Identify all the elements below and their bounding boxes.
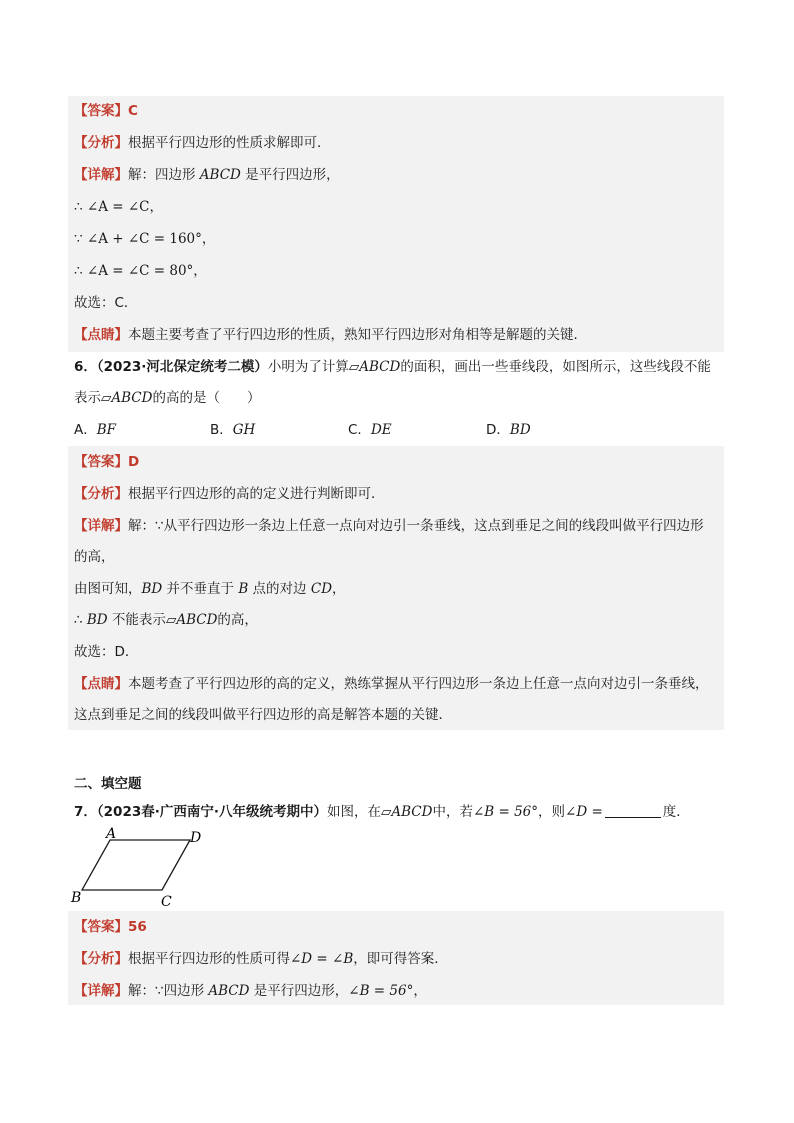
detail-text: 点的对边 xyxy=(248,581,311,597)
question-source: （2023春·广西南宁·八年级统考期中） xyxy=(96,804,327,820)
parallelogram-figure xyxy=(68,826,218,910)
detail-tag: 【详解】 xyxy=(74,983,128,999)
q6-detail-line-4 xyxy=(74,610,724,630)
q6-detail-line-3 xyxy=(74,579,724,599)
q6-stem-line-2 xyxy=(74,388,724,408)
q6-comment-line-2: 这点到垂足之间的线段叫做平行四边形的高是解答本题的关键． xyxy=(74,707,452,723)
math-angle-b: ∠B = 56° xyxy=(348,983,414,999)
q5-detail-line-3: ∵ ∠A + ∠C = 160°， xyxy=(74,231,216,247)
math-abcd: ABCD xyxy=(208,983,250,999)
q6-comment-line-1 xyxy=(74,674,724,694)
option-text: GH xyxy=(232,422,256,438)
math-cd: CD xyxy=(310,581,333,597)
therefore-symbol: ∴ xyxy=(74,612,87,628)
math-parallelogram: ▱ABCD xyxy=(381,804,433,820)
comment-text: 本题考查了平行四边形的高的定义，熟练掌握从平行四边形一条边上任意一点向对边引一条垂线， xyxy=(128,676,709,692)
question-source: （2023·河北保定统考二模） xyxy=(96,359,268,375)
stem-text: ，则 xyxy=(538,804,566,820)
answer-value: D xyxy=(128,454,140,470)
answer-tag: 【答案】 xyxy=(74,103,128,119)
answer-value: C xyxy=(128,103,138,119)
comment-tag: 【点睛】 xyxy=(74,327,128,343)
detail-text: 是平行四边形， xyxy=(249,983,349,999)
q7-stem-line xyxy=(74,802,724,822)
answer-blank[interactable] xyxy=(605,803,661,818)
answer-tag: 【答案】 xyxy=(74,919,128,935)
option-letter: C． xyxy=(348,422,371,438)
q7-answer-line xyxy=(74,917,724,937)
vertex-label-c: C xyxy=(161,894,172,910)
detail-text: 并不垂直于 xyxy=(162,581,239,597)
detail-text: ， xyxy=(332,581,346,597)
detail-text: 由图可知， xyxy=(74,581,142,597)
answer-tag: 【答案】 xyxy=(74,454,128,470)
stem-text: 表示 xyxy=(74,390,101,406)
q6-option-b[interactable] xyxy=(210,420,255,440)
option-text: DE xyxy=(370,422,392,438)
q5-detail-line-1 xyxy=(74,165,724,185)
math-abcd: ABCD xyxy=(199,167,241,183)
q6-stem-line-1 xyxy=(74,357,724,377)
option-letter: D． xyxy=(486,422,510,438)
stem-text: 中，若 xyxy=(432,804,473,820)
comment-text: 本题主要考查了平行四边形的性质，熟知平行四边形对角相等是解题的关键． xyxy=(128,327,587,343)
vertex-label-a: A xyxy=(106,826,117,842)
analysis-text: 根据平行四边形的高的定义进行判断即可． xyxy=(128,486,385,502)
q5-analysis-line xyxy=(74,133,724,153)
section-title: 二、填空题 xyxy=(74,776,142,792)
detail-text: 是平行四边形， xyxy=(240,167,340,183)
analysis-text: ，即可得答案． xyxy=(353,951,448,967)
detail-text: 解：四边形 xyxy=(128,167,200,183)
stem-text: 小明为了计算 xyxy=(267,359,349,375)
math-bd: BD xyxy=(141,581,163,597)
answer-value: 56 xyxy=(128,919,147,935)
q6-detail-line-2: 的高， xyxy=(74,549,115,565)
analysis-tag: 【分析】 xyxy=(74,486,128,502)
math-bd: BD xyxy=(86,612,108,628)
analysis-text: 根据平行四边形的性质可得 xyxy=(128,951,290,967)
math-b: B xyxy=(238,581,249,597)
stem-text: 度． xyxy=(662,804,690,820)
detail-text: 不能表示 xyxy=(107,612,166,628)
vertex-label-b: B xyxy=(71,890,82,906)
stem-text: 如图，在 xyxy=(327,804,381,820)
math-angle-b: ∠B = 56° xyxy=(472,804,539,820)
math-angle-d: ∠D = xyxy=(565,804,603,820)
q7-detail-line xyxy=(74,981,724,1001)
option-text: BF xyxy=(96,422,117,438)
stem-text: 的面积，画出一些垂线段，如图所示，这些线段不能 xyxy=(400,359,711,375)
option-letter: B． xyxy=(210,422,233,438)
q5-comment-line xyxy=(74,325,724,345)
math-parallelogram: ▱ABCD xyxy=(348,359,401,375)
detail-tag: 【详解】 xyxy=(74,518,128,534)
math-parallelogram: ▱ABCD xyxy=(101,390,153,406)
stem-text: 的高的是（ ） xyxy=(152,390,261,406)
question-number: 6． xyxy=(74,359,97,375)
vertex-label-d: D xyxy=(190,830,202,846)
option-text: BD xyxy=(509,422,531,438)
detail-tag: 【详解】 xyxy=(74,167,128,183)
math-angle-equality: ∠D = ∠B xyxy=(290,951,354,967)
math-parallelogram: ▱ABCD xyxy=(165,612,218,628)
detail-text: 解：∵从平行四边形一条边上任意一点向对边引一条垂线，这点到垂足之间的线段叫做平行四边形 xyxy=(128,518,704,534)
q6-option-d[interactable] xyxy=(486,420,531,440)
q6-option-a[interactable] xyxy=(74,420,116,440)
analysis-tag: 【分析】 xyxy=(74,135,128,151)
detail-text: 解：∵四边形 xyxy=(128,983,209,999)
parallelogram-shape xyxy=(82,840,190,890)
detail-text: ， xyxy=(413,983,427,999)
q7-analysis-line xyxy=(74,949,724,969)
q5-answer-line xyxy=(74,101,724,121)
q5-detail-line-4: ∴ ∠A = ∠C = 80°， xyxy=(74,263,207,279)
q6-analysis-line xyxy=(74,484,724,504)
option-letter: A． xyxy=(74,422,97,438)
q5-detail-line-5: 故选：C． xyxy=(74,295,138,311)
q6-detail-line-1 xyxy=(74,516,724,536)
detail-text: 的高， xyxy=(217,612,258,628)
analysis-tag: 【分析】 xyxy=(74,951,128,967)
question-number: 7． xyxy=(74,804,97,820)
q6-detail-line-5: 故选：D． xyxy=(74,644,139,660)
analysis-text: 根据平行四边形的性质求解即可． xyxy=(128,135,331,151)
comment-tag: 【点睛】 xyxy=(74,676,128,692)
q5-detail-line-2: ∴ ∠A = ∠C， xyxy=(74,199,163,215)
q6-answer-line xyxy=(74,452,724,472)
q6-option-c[interactable] xyxy=(348,420,392,440)
